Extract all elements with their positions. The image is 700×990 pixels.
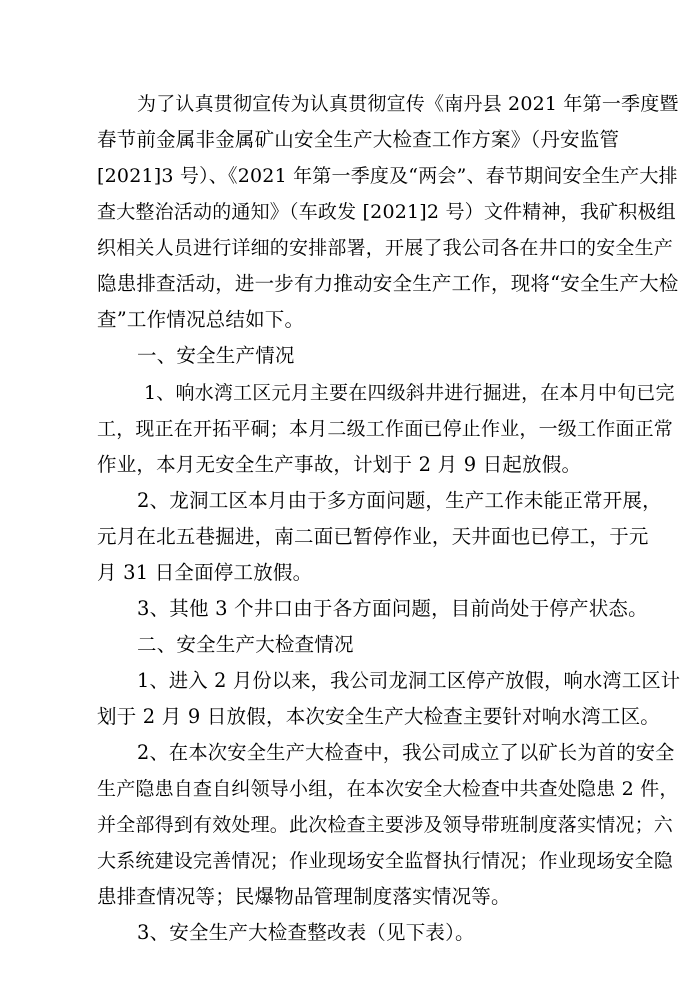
text-line: 隐患排查活动，进一步有力推动安全生产工作，现将“安全生产大检 [97,272,679,295]
text-line: 3、安全生产大检查整改表（见下表）。 [137,921,475,944]
text-line: 工，现正在开拓平硐；本月二级工作面已停止作业，一级工作面正常 [97,418,674,440]
text-line: 并全部得到有效处理。此次检查主要涉及领导带班制度落实情况；六 [97,814,674,836]
text-line: 大系统建设完善情况；作业现场安全监督执行情况；作业现场安全隐 [97,850,674,872]
text-line: 查”工作情况总结如下。 [97,308,305,331]
text-line: 2、龙洞工区本月由于多方面问题，生产工作未能正常开展， [137,489,662,512]
text-line: 月 31 日全面停工放假。 [97,561,313,584]
text-line: 2、在本次安全生产大检查中，我公司成立了以矿长为首的安全 [137,741,675,764]
text-line: 元月在北五巷掘进，南二面已暂停作业，天井面也已停工，于元 [97,525,649,548]
text-line: 为了认真贯彻宣传为认真贯彻宣传《南丹县 2021 年第一季度暨 [137,93,679,115]
text-line: 3、其他 3 个井口由于各方面问题，目前尚处于停产状态。 [137,597,648,620]
text-line: 1、进入 2 月份以来，我公司龙洞工区停产放假，响水湾工区计 [137,669,681,692]
text-line: 作业，本月无安全生产事故，计划于 2 月 9 日起放假。 [97,453,582,476]
section-heading: 一、安全生产情况 [137,344,295,367]
text-line: 生产隐患自查自纠领导小组，在本次安全大检查中共查处隐患 2 件， [97,778,679,800]
text-line: 春节前金属非金属矿山安全生产大检查工作方案》（丹安监管 [97,128,620,151]
section-heading: 二、安全生产大检查情况 [137,633,354,656]
text-line: 织相关人员进行详细的安排部署，开展了我公司各在井口的安全生产 [97,237,674,259]
text-line: [2021]3 号）、《2021 年第一季度及“两会”、春节期间安全生产大排 [97,165,678,187]
text-line: 1、响水湾工区元月主要在四级斜井进行掘进，在本月中旬已完 [144,382,675,404]
text-line: 查大整治活动的通知》（车政发 [2021]2 号）文件精神，我矿积极组 [97,201,676,223]
text-line: 患排查情况等；民爆物品管理制度落实情况等。 [97,885,511,908]
text-line: 划于 2 月 9 日放假，本次安全生产大检查主要针对响水湾工区。 [97,705,661,728]
